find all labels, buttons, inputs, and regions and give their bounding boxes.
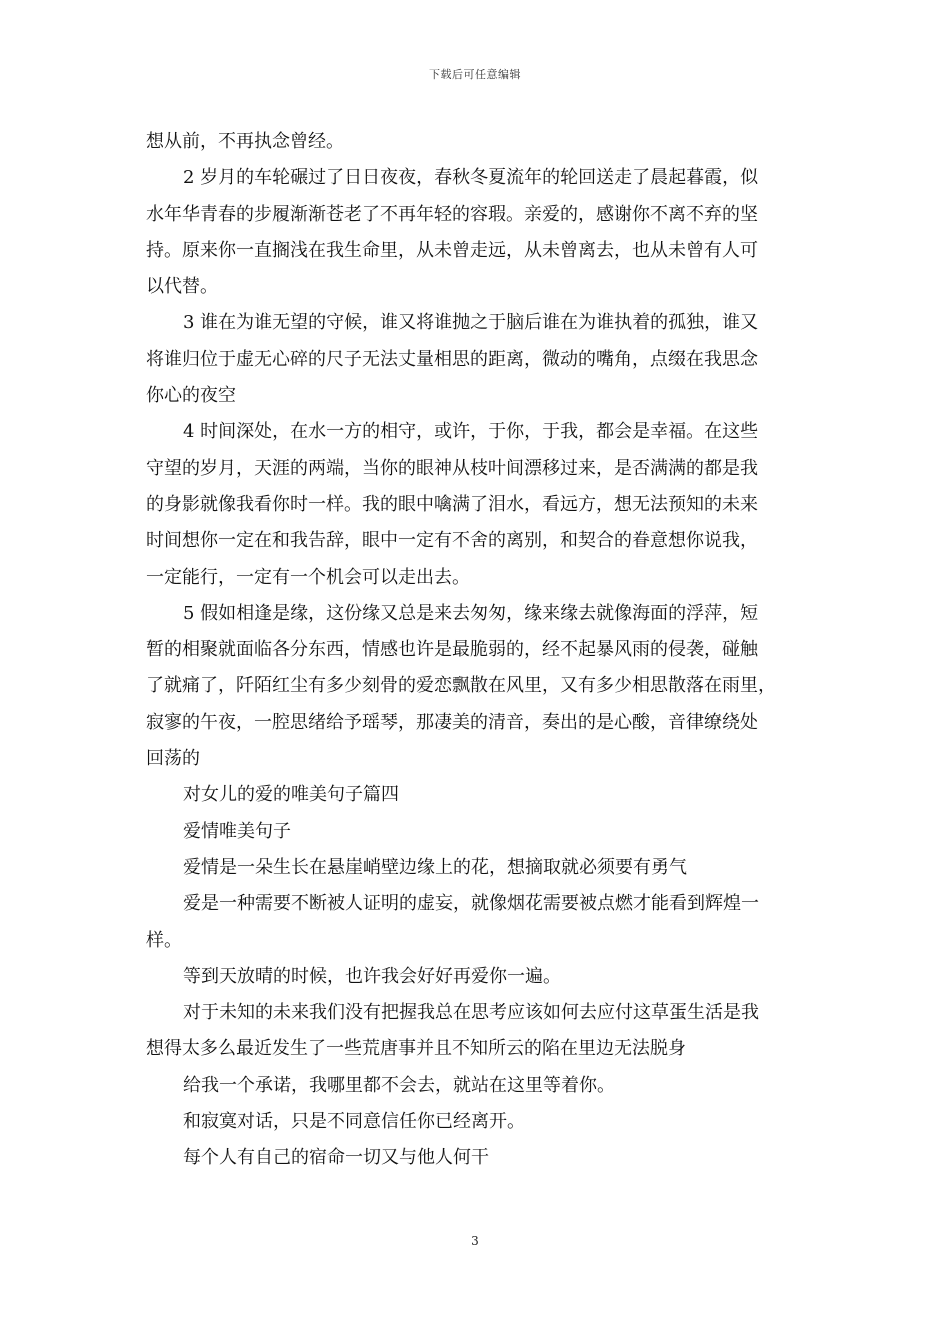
paragraph — [146, 596, 808, 777]
text-line: 将谁归位于虚无心碎的尺子无法丈量相思的距离，微动的嘴角，点缀在我思念 — [146, 348, 758, 370]
text-line: 的身影就像我看你时一样。我的眼中噙满了泪水，看远方，想无法预知的未来 — [146, 493, 758, 515]
paragraph — [146, 305, 808, 414]
text-line: 想从前，不再执念曾经。 — [146, 131, 344, 152]
paragraph — [146, 850, 808, 886]
text-line: 5 假如相逢是缘，这份缘又总是来去匆匆，缘来缘去就像海面的浮萍，短 — [183, 602, 759, 624]
text-line: 2 岁月的车轮碾过了日日夜夜，春秋冬夏流年的轮回送走了晨起暮霞，似 — [183, 167, 759, 189]
paragraph — [146, 160, 808, 305]
paragraph — [146, 414, 808, 595]
paragraph — [146, 777, 808, 813]
text-line: 了就痛了，阡陌红尘有多少刻骨的爱恋飘散在风里，又有多少相思散落在雨里， — [146, 675, 776, 697]
text-line: 暂的相聚就面临各分东西，情感也许是最脆弱的，经不起暴风雨的侵袭，碰触 — [146, 639, 758, 661]
text-line: 以代替。 — [146, 276, 218, 298]
text-line: 爱是一种需要不断被人证明的虚妄，就像烟花需要被点燃才能看到辉煌一 — [183, 893, 759, 915]
document-body — [146, 124, 808, 1177]
text-line: 对女儿的爱的唯美句子篇四 — [183, 784, 399, 806]
text-line: 3 谁在为谁无望的守候，谁又将谁抛之于脑后谁在为谁执着的孤独，谁又 — [183, 312, 759, 334]
paragraph — [146, 886, 808, 959]
text-line: 你心的夜空 — [146, 385, 236, 407]
text-line: 和寂寞对话，只是不同意信任你已经离开。 — [183, 1111, 525, 1133]
paragraph — [146, 1140, 808, 1176]
paragraph — [146, 814, 808, 850]
text-line: 时间想你一定在和我告辞，眼中一定有不舍的离别，和契合的眷意想你说我， — [146, 530, 758, 552]
text-line: 样。 — [146, 929, 182, 951]
text-line: 爱情是一朵生长在悬崖峭壁边缘上的花，想摘取就必须要有勇气 — [183, 856, 687, 878]
paragraph — [146, 959, 808, 995]
text-line: 一定能行，一定有一个机会可以走出去。 — [146, 566, 470, 588]
paragraph — [146, 995, 808, 1068]
paragraph — [146, 1104, 808, 1140]
text-line: 每个人有自己的宿命一切又与他人何干 — [183, 1147, 489, 1169]
page-header: 下载后可任意编辑 — [429, 68, 521, 81]
text-line: 持。原来你一直搁浅在我生命里，从未曾走远，从未曾离去，也从未曾有人可 — [146, 239, 758, 261]
text-line: 寂寥的午夜，一腔思绪给予瑶琴，那凄美的清音，奏出的是心酸，音律缭绕处 — [146, 711, 758, 733]
text-line: 水年华青春的步履渐渐苍老了不再年轻的容瑕。亲爱的，感谢你不离不弃的坚 — [146, 203, 758, 225]
text-line: 守望的岁月，天涯的两端，当你的眼神从枝叶间漂移过来，是否满满的都是我 — [146, 457, 758, 479]
text-line: 给我一个承诺，我哪里都不会去，就站在这里等着你。 — [183, 1074, 615, 1096]
paragraph — [146, 1068, 808, 1104]
text-line: 等到天放晴的时候，也许我会好好再爱你一遍。 — [183, 965, 561, 987]
text-line: 对于未知的未来我们没有把握我总在思考应该如何去应付这草蛋生活是我 — [183, 1002, 759, 1024]
text-line: 想得太多么最近发生了一些荒唐事并且不知所云的陷在里边无法脱身 — [146, 1038, 686, 1060]
page-number: 3 — [471, 1234, 479, 1248]
text-line: 回荡的 — [146, 748, 200, 770]
text-line: 爱情唯美句子 — [183, 820, 291, 842]
text-line: 4 时间深处，在水一方的相守，或许，于你，于我，都会是幸福。在这些 — [183, 421, 759, 443]
paragraph — [146, 124, 808, 160]
